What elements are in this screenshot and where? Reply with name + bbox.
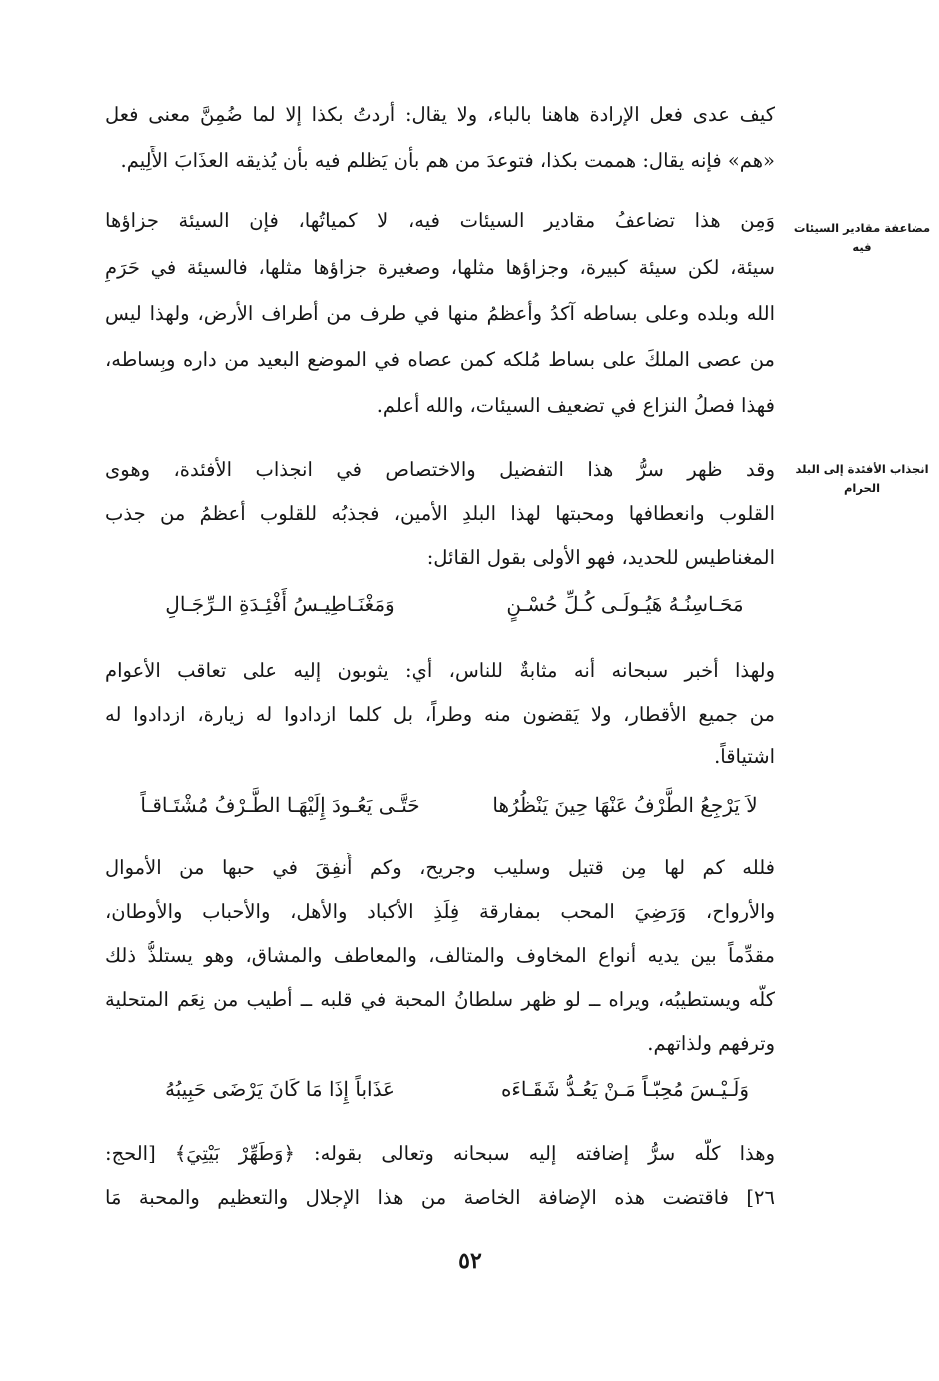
verse-second-hemistich: وَمَغْنَـاطِيـسُ أَفْئِـدَةِ الـرِّجَـالِ (165, 592, 395, 616)
poetry-verse (105, 789, 775, 823)
text-line: المغناطيس للحديد، فهو الأولى بقول القائل: (426, 546, 775, 569)
text-line: وَمِن هذا تضاعفُ مقادير السيئات فيه، لا كمياتُها، فإن السيئة جزاؤها (105, 209, 775, 232)
text-line: الله وبلده وعلى بساطه آكدُ وأعظمُ منها في طرف من أطراف الأرض، ولهذا ليس (105, 302, 775, 325)
margin-note-hearts-attraction: انجذاب الأفئدة إلى البلد الحرام (795, 462, 929, 495)
text-line: فهذا فصلُ النزاع في تضعيف السيئات، والله أعلم. (376, 394, 775, 417)
verse-first-hemistich: مَحَـاسِنُـهُ هَيُـولَـى كُـلِّ حُسْـنٍ (506, 592, 744, 616)
text-line: اشتياقاً. (714, 745, 775, 768)
text-line: كيف عدى فعل الإرادة هاهنا بالباء، ولا يقال: أردتُ بكذا إلا لما ضُمِنَّ معنى فعل (105, 103, 775, 126)
text-line: ٢٦] فاقتضت هذه الإضافة الخاصة من هذا الإجلال والتعظيم والمحبة مَا (105, 1186, 775, 1209)
text-line: «هم» فإنه يقال: هممت بكذا، فتوعدَ من هم بأن يَظلم فيه بأن يُذيقه العذَابَ الأَلِيم. (120, 149, 775, 172)
text-line: من عصى الملكَ على بساط مُلكه كمن عصاه في الموضع البعيد من داره وبِساطه، (105, 348, 775, 371)
page-number: ٥٢ (458, 1248, 482, 1274)
text-line: وهذا كلُّه سرُّ إضافته إليه سبحانه وتعالى بقوله: ﴿وَطَهِّرْ بَيْتِيَ﴾ [الحج: (105, 1142, 775, 1165)
verse-first-hemistich: لاَ يَرْجِعُ الطَّرْفُ عَنْهَا حِينَ يَنْظُرُها (492, 793, 758, 817)
poetry-verse (105, 588, 775, 622)
text-line: وقد ظهر سرُّ هذا التفضيل والاختصاص في انجذاب الأفئدة، وهوى (105, 458, 775, 481)
text-line: ولهذا أخبر سبحانه أنه مثابةٌ للناس، أي: يثوبون إليه على تعاقب الأعوام (105, 659, 775, 682)
verse-second-hemistich: عَذَاباً إِذَا مَا كَانَ يَرْضَى حَبِيبُهُ (164, 1077, 395, 1101)
text-line: القلوب وانعطافها ومحبتها لهذا البلدِ الأمين، فجذبُه للقلوب أعظمُ من جذب (105, 502, 775, 525)
text-line: سيئة، لكن سيئة كبيرة، وجزاؤها مثلها، وصغيرة جزاؤها مثلها، فالسيئة في حَرَمِ (105, 256, 775, 279)
text-line: والأرواح، وَرَضِيَ المحب بمفارقة فِلَذِ الأكباد والأهل، والأحباب والأوطان، (105, 900, 775, 923)
text-line: كلَّه ويستطيبُه، ويراه ــ لو ظهر سلطانُ المحبة في قلبه ــ أطيب من نِعَم المتحلية (105, 988, 775, 1011)
poetry-verse (105, 1073, 775, 1107)
text-line: فلله كم لها مِن قتيل وسليب وجريح، وكم أُنفِقَ في حبها من الأموال (105, 856, 775, 879)
verse-first-hemistich: وَلَـيْـسَ مُحِبّـاً مَـنْ يَعُـدُّ شَقَـاءَه (500, 1077, 750, 1101)
margin-note-multiplied-sins: مضاعفة مقادير السيئات فيه (793, 221, 931, 254)
text-line: مقدِّماً بين يديه أنواع المخاوف والمتالف، والمعاطف والمشاق، وهو يستلذُّ ذلك (105, 944, 775, 967)
text-line: من جميع الأقطار، ولا يَقضون منه وطراً، بل كلما ازدادوا له زيارة، ازدادوا له (105, 703, 775, 726)
text-line: وترفهم ولذاتهم. (647, 1032, 775, 1055)
verse-second-hemistich: حَتَّـى يَعُـودَ إِلَيْهَـا الطَّـرْفُ مُشْتَـاقـاً (140, 793, 420, 817)
